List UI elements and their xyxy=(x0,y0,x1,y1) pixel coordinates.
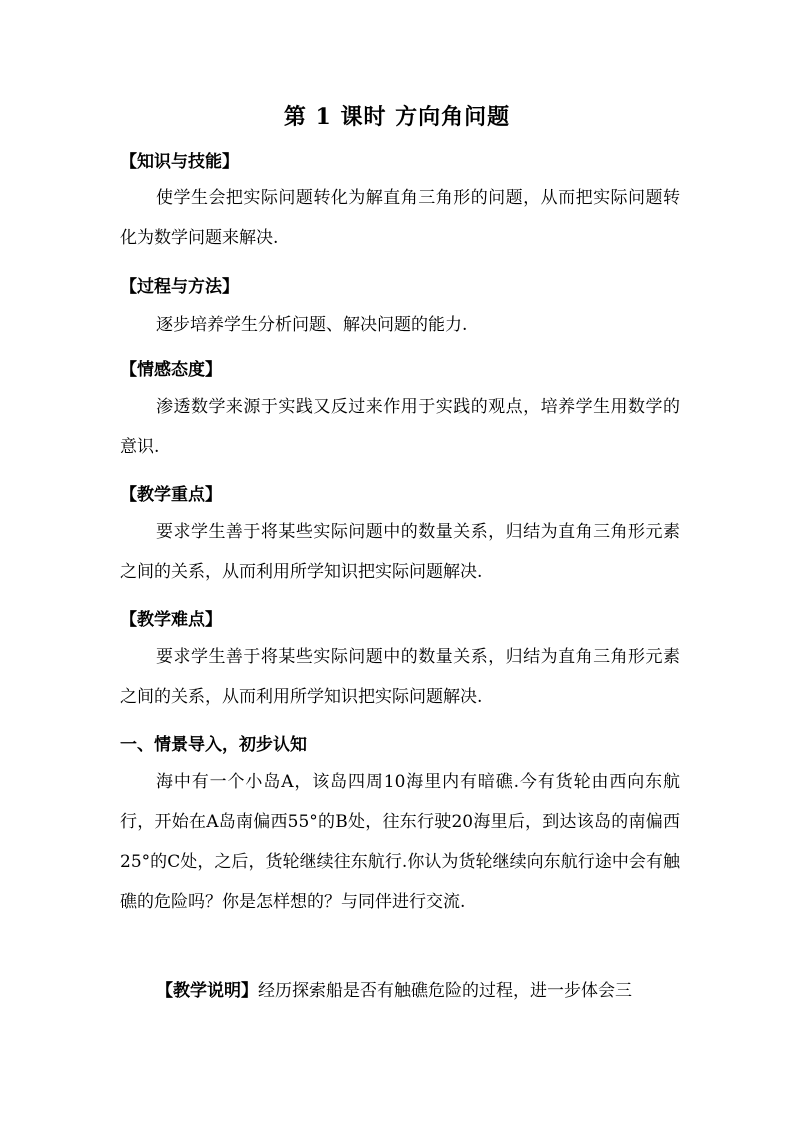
section-heading-process: 【过程与方法】 xyxy=(120,277,239,297)
section-text-attitude: 渗透数学来源于实践又反过来作用于实践的观点，培养学生用数学的意识. xyxy=(120,397,680,457)
section-heading-difficulty: 【教学难点】 xyxy=(120,610,222,630)
part1-problem: 海中有一个小岛A，该岛四周10海里内有暗礁.今有货轮由西向东航行，开始在A岛南偏西55°的B处，往东行驶20海里后，到达该岛的南偏西25°的C处，之后，货轮继续往东航行.你认为货轮继续向东航行途中会有触礁的危险吗？你是怎样想的？与同伴进行交流. xyxy=(120,772,680,912)
section-text-process: 逐步培养学生分析问题、解决问题的能力. xyxy=(156,315,468,335)
section-text-key-point: 要求学生善于将某些实际问题中的数量关系，归结为直角三角形元素之间的关系，从而利用所学知识把实际问题解决. xyxy=(120,522,680,582)
section-heading-attitude: 【情感态度】 xyxy=(120,360,222,380)
section-heading-knowledge: 【知识与技能】 xyxy=(120,152,239,172)
section-heading-key-point: 【教学重点】 xyxy=(120,485,222,505)
teaching-note-label: 【教学说明】 xyxy=(156,981,258,1001)
section-text-difficulty: 要求学生善于将某些实际问题中的数量关系，归结为直角三角形元素之间的关系，从而利用所学知识把实际问题解决. xyxy=(120,647,680,707)
teaching-note xyxy=(120,971,680,1011)
teaching-note-text: 经历探索船是否有触礁危险的过程，进一步体会三 xyxy=(258,981,632,1001)
section-text-knowledge: 使学生会把实际问题转化为解直角三角形的问题，从而把实际问题转化为数学问题来解决. xyxy=(120,188,680,248)
part1-heading: 一、情景导入，初步认知 xyxy=(120,735,307,755)
page-title: 第 1 课时 方向角问题 xyxy=(283,104,511,130)
